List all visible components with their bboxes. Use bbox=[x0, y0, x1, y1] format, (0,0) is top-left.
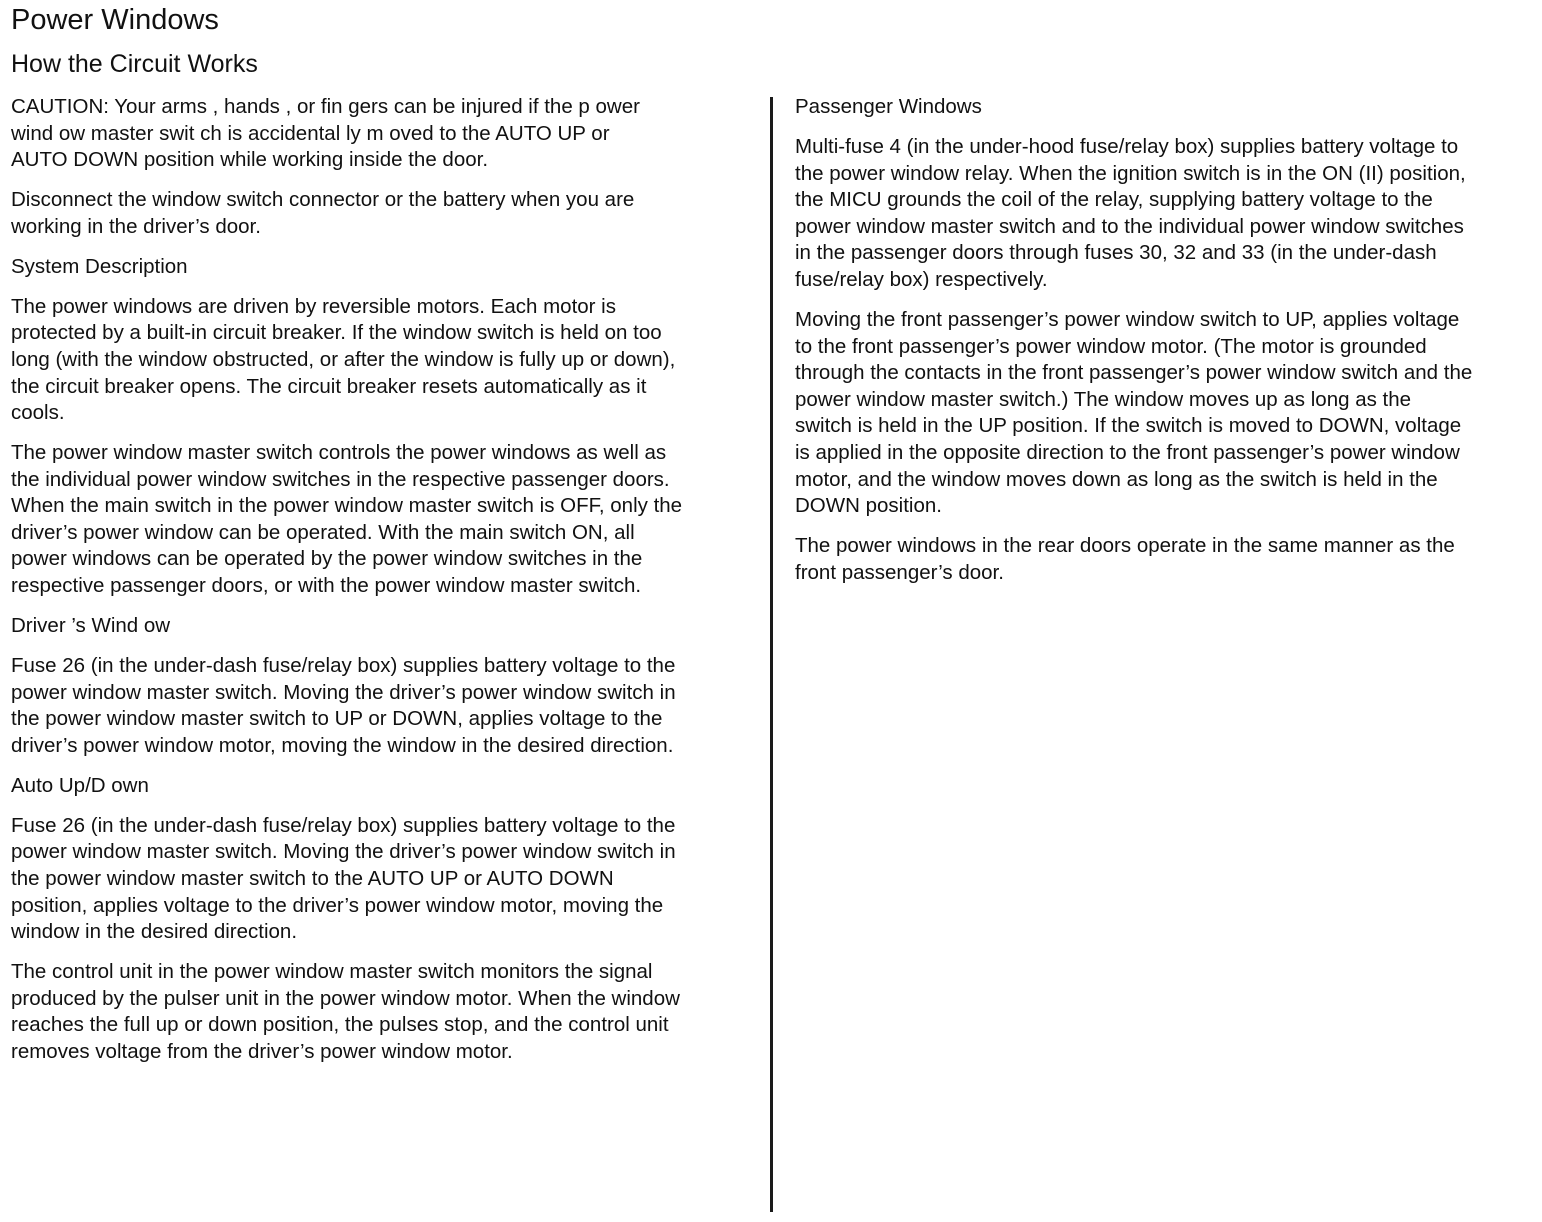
auto-updown-paragraph-2 bbox=[11, 959, 749, 1065]
text-line: The power window master switch controls the power windows as well as bbox=[11, 441, 667, 465]
text-line: protected by a built-in circuit breaker. If the window switch is held on too bbox=[11, 321, 662, 345]
text-line: The control unit in the power window master switch monitors the signal bbox=[11, 960, 653, 984]
passenger-windows-paragraph-2 bbox=[795, 307, 1535, 520]
passenger-windows-heading bbox=[795, 94, 1535, 121]
passenger-windows-paragraph-1 bbox=[795, 134, 1535, 294]
text-line: long (with the window obstructed, or after the window is fully up or down), bbox=[11, 347, 676, 371]
text-line: front passenger’s door. bbox=[795, 560, 1004, 584]
text-line: wind ow master swit ch is accidental ly m oved to the AUTO UP or bbox=[11, 121, 610, 145]
text-line: the power window relay. When the ignition switch is in the ON (II) position, bbox=[795, 161, 1466, 185]
right-column bbox=[795, 94, 1535, 600]
text-line: is applied in the opposite direction to the front passenger’s power window bbox=[795, 440, 1460, 464]
text-line: the circuit breaker opens. The circuit breaker resets automatically as it bbox=[11, 374, 647, 398]
caution-paragraph bbox=[11, 94, 749, 174]
disconnect-paragraph bbox=[11, 187, 749, 240]
text-line: power window master switch. Moving the driver’s power window switch in bbox=[11, 840, 676, 864]
drivers-window-heading bbox=[11, 613, 749, 640]
text-line: DOWN position. bbox=[795, 494, 942, 518]
auto-updown-heading bbox=[11, 773, 749, 800]
text-line: switch is held in the UP position. If the switch is moved to DOWN, voltage bbox=[795, 414, 1462, 438]
text-line: AUTO DOWN position while working inside the door. bbox=[11, 148, 489, 172]
text-line: through the contacts in the front passenger’s power window switch and the bbox=[795, 361, 1473, 385]
heading-text: Auto Up/D own bbox=[11, 773, 149, 797]
text-line: reaches the full up or down position, the pulses stop, and the control unit bbox=[11, 1013, 669, 1037]
text-line: driver’s power window motor, moving the window in the desired direction. bbox=[11, 733, 674, 757]
page-subtitle: How the Circuit Works bbox=[11, 50, 258, 78]
text-line: window in the desired direction. bbox=[11, 920, 298, 944]
system-description-paragraph-1 bbox=[11, 294, 749, 427]
text-line: Moving the front passenger’s power window switch to UP, applies voltage bbox=[795, 307, 1460, 331]
text-line: in the passenger doors through fuses 30, 32 and 33 (in the under-dash bbox=[795, 241, 1437, 265]
text-line: working in the driver’s door. bbox=[11, 214, 261, 238]
text-line: motor, and the window moves down as long as the switch is held in the bbox=[795, 467, 1438, 491]
text-line: produced by the pulser unit in the power window motor. When the window bbox=[11, 986, 680, 1010]
text-line: power window master switch.) The window moves up as long as the bbox=[795, 387, 1412, 411]
text-line: respective passenger doors, or with the power window master switch. bbox=[11, 574, 642, 598]
heading-text: System Description bbox=[11, 254, 188, 278]
text-line: The power windows in the rear doors operate in the same manner as the bbox=[795, 534, 1455, 558]
text-line: the power window master switch to UP or DOWN, applies voltage to the bbox=[11, 707, 663, 731]
page-title: Power Windows bbox=[11, 4, 219, 36]
text-line: Fuse 26 (in the under-dash fuse/relay box) supplies battery voltage to the bbox=[11, 654, 676, 678]
text-line: When the main switch in the power window master switch is OFF, only the bbox=[11, 494, 683, 518]
column-divider bbox=[770, 97, 773, 1212]
text-line: driver’s power window can be operated. With the main switch ON, all bbox=[11, 520, 635, 544]
text-line: Multi-fuse 4 (in the under-hood fuse/relay box) supplies battery voltage to bbox=[795, 134, 1459, 158]
text-line: Disconnect the window switch connector or the battery when you are bbox=[11, 188, 635, 212]
text-line: the individual power window switches in the respective passenger doors. bbox=[11, 467, 670, 491]
text-line: power window master switch and to the individual power window switches bbox=[795, 214, 1464, 238]
text-line: Fuse 26 (in the under-dash fuse/relay box) supplies battery voltage to the bbox=[11, 813, 676, 837]
text-line: CAUTION: Your arms , hands , or fin gers can be injured if the p ower bbox=[11, 95, 640, 118]
text-line: cools. bbox=[11, 401, 65, 425]
text-line: removes voltage from the driver’s power window motor. bbox=[11, 1039, 513, 1063]
heading-text: Driver ’s Wind ow bbox=[11, 614, 171, 638]
text-line: to the front passenger’s power window motor. (The motor is grounded bbox=[795, 334, 1427, 358]
text-line: power windows can be operated by the power window switches in the bbox=[11, 547, 643, 571]
text-line: The power windows are driven by reversible motors. Each motor is bbox=[11, 294, 616, 318]
heading-text: Passenger Windows bbox=[795, 95, 982, 118]
left-column bbox=[11, 94, 749, 1079]
text-line: position, applies voltage to the driver’s power window motor, moving the bbox=[11, 893, 664, 917]
system-description-paragraph-2 bbox=[11, 440, 749, 600]
system-description-heading bbox=[11, 254, 749, 281]
text-line: the MICU grounds the coil of the relay, supplying battery voltage to the bbox=[795, 188, 1433, 212]
text-line: fuse/relay box) respectively. bbox=[795, 267, 1048, 291]
drivers-window-paragraph bbox=[11, 653, 749, 759]
text-line: the power window master switch to the AUTO UP or AUTO DOWN bbox=[11, 866, 614, 890]
auto-updown-paragraph-1 bbox=[11, 813, 749, 946]
passenger-windows-paragraph-3 bbox=[795, 533, 1535, 586]
text-line: power window master switch. Moving the driver’s power window switch in bbox=[11, 680, 676, 704]
